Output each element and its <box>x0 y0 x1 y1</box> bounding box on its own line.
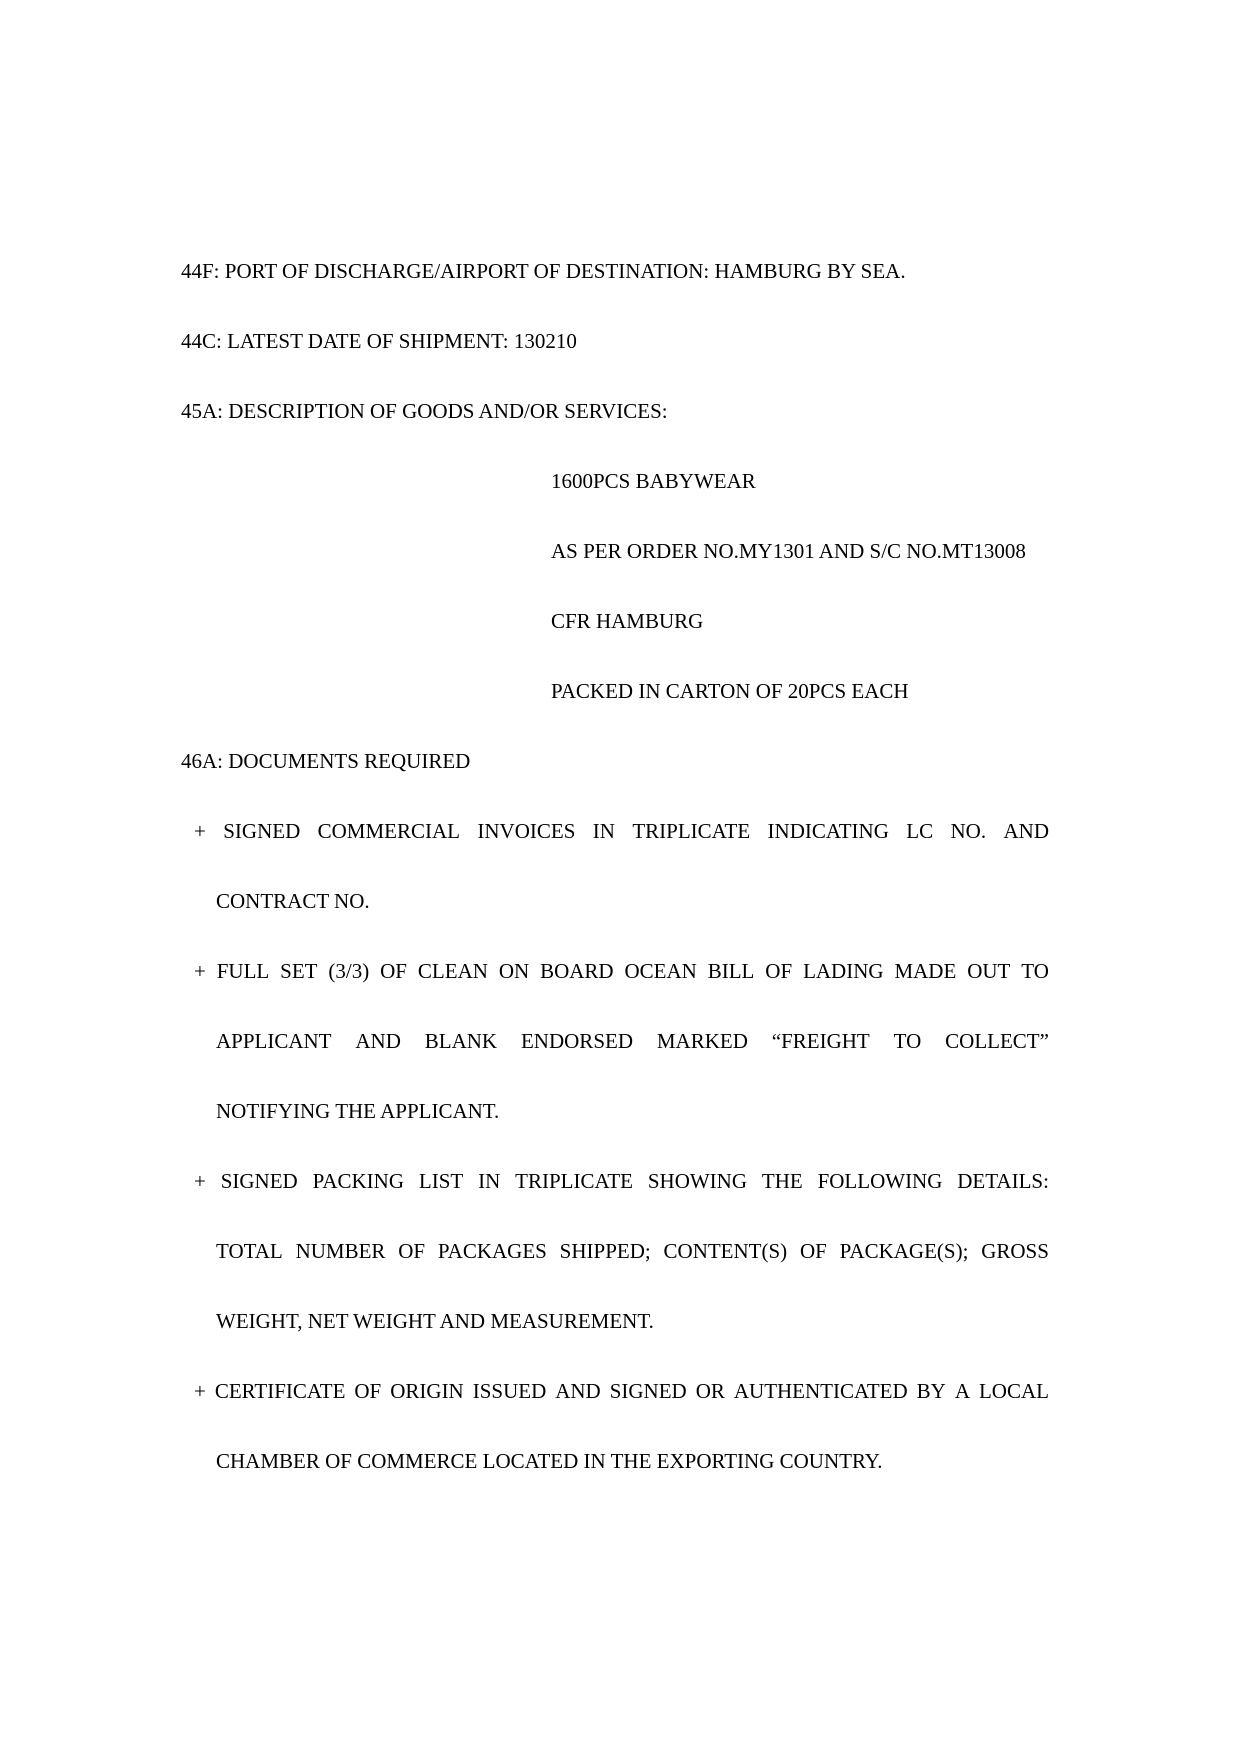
doc-item-3-line-3: WEIGHT, NET WEIGHT AND MEASUREMENT. <box>216 1309 654 1333</box>
word: (3/3) <box>328 959 370 983</box>
word: TO <box>1021 959 1049 983</box>
word: NO. <box>950 819 987 843</box>
word: MARKED <box>656 1029 748 1053</box>
word: LADING <box>803 959 884 983</box>
word: AND <box>555 1379 601 1403</box>
word: + <box>194 819 206 843</box>
word: BOARD <box>540 959 614 983</box>
word: MADE <box>894 959 957 983</box>
word: PACKING <box>312 1169 405 1193</box>
word: GROSS <box>981 1239 1049 1263</box>
word: OF <box>398 1239 426 1263</box>
word: FULL <box>216 959 270 983</box>
word: CONTENT(S) <box>663 1239 788 1263</box>
word: OR <box>695 1379 725 1403</box>
word: APPLICANT <box>216 1029 332 1053</box>
goods-line: 1600PCS BABYWEAR <box>551 469 756 493</box>
word: OF <box>380 959 407 983</box>
word: + <box>194 1169 206 1193</box>
word: A <box>954 1379 970 1403</box>
word: OF <box>765 959 793 983</box>
word: ORIGIN <box>390 1379 464 1403</box>
doc-item-1-line-1 <box>194 821 1049 842</box>
word: AND <box>355 1029 401 1053</box>
doc-item-2-line-1 <box>194 961 1049 982</box>
word: LOCAL <box>978 1379 1049 1403</box>
word: CERTIFICATE <box>214 1379 346 1403</box>
word: IN <box>478 1169 501 1193</box>
field-45a: 45A: DESCRIPTION OF GOODS AND/OR SERVICES: <box>181 399 668 423</box>
word: BLANK <box>424 1029 498 1053</box>
word: AUTHENTICATED <box>733 1379 908 1403</box>
word: OUT <box>967 959 1011 983</box>
doc-item-4-line-2: CHAMBER OF COMMERCE LOCATED IN THE EXPORTING COUNTRY. <box>216 1449 883 1473</box>
doc-item-3-line-1 <box>194 1171 1049 1192</box>
word: TRIPLICATE <box>632 819 751 843</box>
doc-item-1-line-2: CONTRACT NO. <box>216 889 370 913</box>
word: ENDORSED <box>520 1029 633 1053</box>
doc-item-3-line-2 <box>216 1241 1049 1262</box>
word: BILL <box>707 959 755 983</box>
word: ISSUED <box>472 1379 547 1403</box>
word: LC <box>906 819 934 843</box>
word: SIGNED <box>223 819 301 843</box>
goods-line: CFR HAMBURG <box>551 609 704 633</box>
word: + <box>194 1379 206 1403</box>
doc-item-2-line-3: NOTIFYING THE APPLICANT. <box>216 1099 500 1123</box>
word: OF <box>354 1379 382 1403</box>
word: TOTAL <box>216 1239 283 1263</box>
word: SET <box>280 959 318 983</box>
word: TRIPLICATE <box>515 1169 633 1193</box>
word: LIST <box>418 1169 464 1193</box>
word: PACKAGE(S); <box>839 1239 969 1263</box>
word: BY <box>916 1379 946 1403</box>
word: SHOWING <box>647 1169 747 1193</box>
field-46a: 46A: DOCUMENTS REQUIRED <box>181 749 471 773</box>
goods-line: PACKED IN CARTON OF 20PCS EACH <box>551 679 909 703</box>
word: THE <box>761 1169 803 1193</box>
word: NUMBER <box>295 1239 386 1263</box>
word: INVOICES <box>477 819 576 843</box>
word: + <box>194 959 206 983</box>
word: COLLECT” <box>945 1029 1049 1053</box>
word: SIGNED <box>220 1169 298 1193</box>
field-44f: 44F: PORT OF DISCHARGE/AIRPORT OF DESTINATION: HAMBURG BY SEA. <box>181 259 906 283</box>
word: IN <box>592 819 615 843</box>
word: PACKAGES <box>437 1239 547 1263</box>
word: SIGNED <box>609 1379 687 1403</box>
word: “FREIGHT <box>771 1029 870 1053</box>
doc-item-2-line-2 <box>216 1031 1049 1052</box>
word: FOLLOWING <box>817 1169 943 1193</box>
word: TO <box>893 1029 922 1053</box>
word: AND <box>1003 819 1049 843</box>
field-44c: 44C: LATEST DATE OF SHIPMENT: 130210 <box>181 329 577 353</box>
word: DETAILS: <box>957 1169 1049 1193</box>
word: COMMERCIAL <box>317 819 460 843</box>
goods-line: AS PER ORDER NO.MY1301 AND S/C NO.MT13008 <box>551 539 1026 563</box>
word: OF <box>799 1239 827 1263</box>
word: INDICATING <box>767 819 889 843</box>
word: SHIPPED; <box>559 1239 651 1263</box>
word: CLEAN <box>417 959 488 983</box>
word: ON <box>498 959 530 983</box>
doc-item-4-line-1 <box>194 1381 1049 1402</box>
word: OCEAN <box>624 959 697 983</box>
